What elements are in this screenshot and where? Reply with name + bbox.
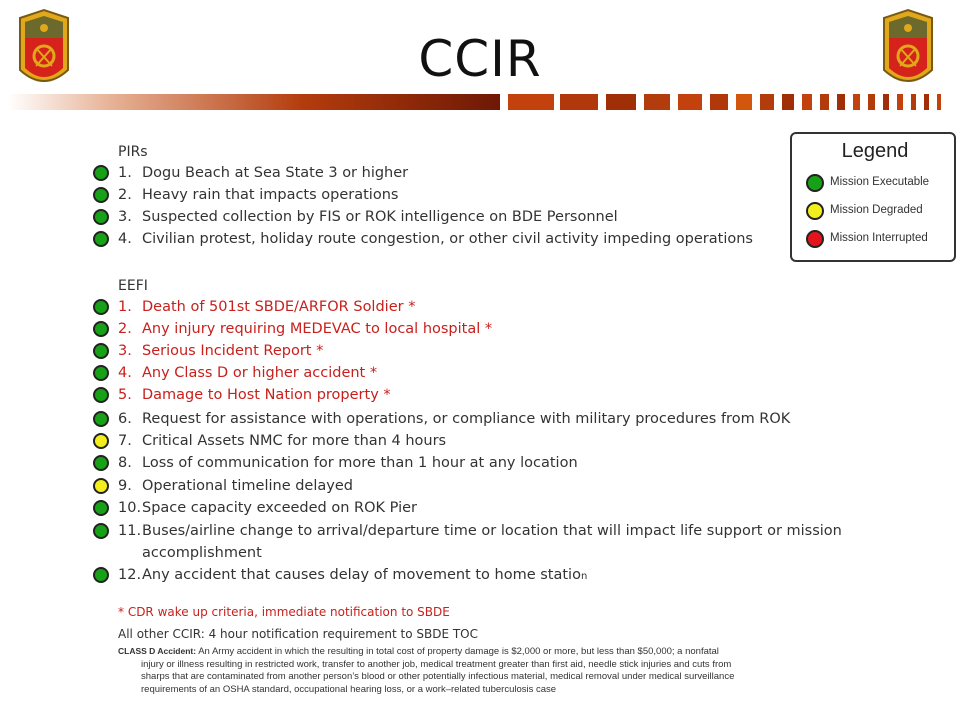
eefi-item: 11.Buses/airline change to arrival/departure time or location that will impact life support or mission accomplishment: [118, 523, 842, 561]
eefi-item: 12.Any accident that causes delay of movement to home station: [118, 567, 588, 583]
green-status-icon: [806, 174, 824, 192]
pir-4-status-indicator: [93, 231, 109, 247]
pir-2-status-indicator: [93, 187, 109, 203]
eefi-item: 2. Any injury requiring MEDEVAC to local hospital *: [118, 321, 493, 337]
eefi-10-status-indicator: [93, 500, 109, 516]
status-legend: Legend Mission Executable Mission Degraded Mission Interrupted: [790, 132, 956, 262]
eefi-item: 4. Any Class D or higher accident *: [118, 365, 378, 381]
eefi-8-status-indicator: [93, 455, 109, 471]
red-status-icon: [806, 230, 824, 248]
cdr-wakeup-note: * CDR wake up criteria, immediate notification to SBDE: [118, 605, 450, 619]
eefi-9-status-indicator: [93, 478, 109, 494]
eefi-heading: EEFI: [118, 278, 148, 294]
eefi-item: 8. Loss of communication for more than 1 hour at any location: [118, 455, 578, 471]
pirs-heading: PIRs: [118, 144, 148, 160]
pir-item: 4. Civilian protest, holiday route congestion, or other civil activity impeding operations: [118, 231, 753, 247]
eefi-7-status-indicator: [93, 433, 109, 449]
legend-title: Legend: [841, 140, 909, 162]
pir-3-status-indicator: [93, 209, 109, 225]
eefi-12-status-indicator: [93, 567, 109, 583]
pir-item: 1. Dogu Beach at Sea State 3 or higher: [118, 165, 409, 181]
eefi-2-status-indicator: [93, 321, 109, 337]
eefi-item: 7. Critical Assets NMC for more than 4 hours: [118, 433, 447, 449]
page-title: CCIR: [418, 30, 542, 88]
pir-item: 3. Suspected collection by FIS or ROK intelligence on BDE Personnel: [118, 209, 618, 225]
pir-1-status-indicator: [93, 165, 109, 181]
eefi-5-status-indicator: [93, 387, 109, 403]
eefi-item: 6. Request for assistance with operations, or compliance with military procedures from ROK: [118, 411, 791, 427]
eefi-4-status-indicator: [93, 365, 109, 381]
eefi-item: 1. Death of 501st SBDE/ARFOR Soldier *: [118, 299, 416, 315]
class-d-definition: CLASS D Accident: An Army accident in which the resulting in total cost of property damage is $2,000 or more, but less than $50,000; a nonfatal injury or illness resulting in restricted work, transfer to another job, medical treatment greater than first aid, needle stick injuries and cuts from sharps that are contaminated from another person’s blood or other potentially infectious material, medical removal under medical surveillance requirements of an OSHA standard, occupational hearing loss, or a work–related tuberculosis case: [118, 646, 735, 695]
eefi-6-status-indicator: [93, 411, 109, 427]
eefi-item: 3. Serious Incident Report *: [118, 343, 324, 359]
eefi-3-status-indicator: [93, 343, 109, 359]
notification-requirement-note: All other CCIR: 4 hour notification requirement to SBDE TOC: [118, 627, 479, 641]
eefi-item: 5. Damage to Host Nation property *: [118, 387, 391, 403]
yellow-status-icon: [806, 202, 824, 220]
pir-item: 2. Heavy rain that impacts operations: [118, 187, 399, 203]
eefi-item: 10.Space capacity exceeded on ROK Pier: [118, 500, 417, 516]
eefi-1-status-indicator: [93, 299, 109, 315]
eefi-item: 9. Operational timeline delayed: [118, 478, 353, 494]
eefi-11-status-indicator: [93, 523, 109, 539]
